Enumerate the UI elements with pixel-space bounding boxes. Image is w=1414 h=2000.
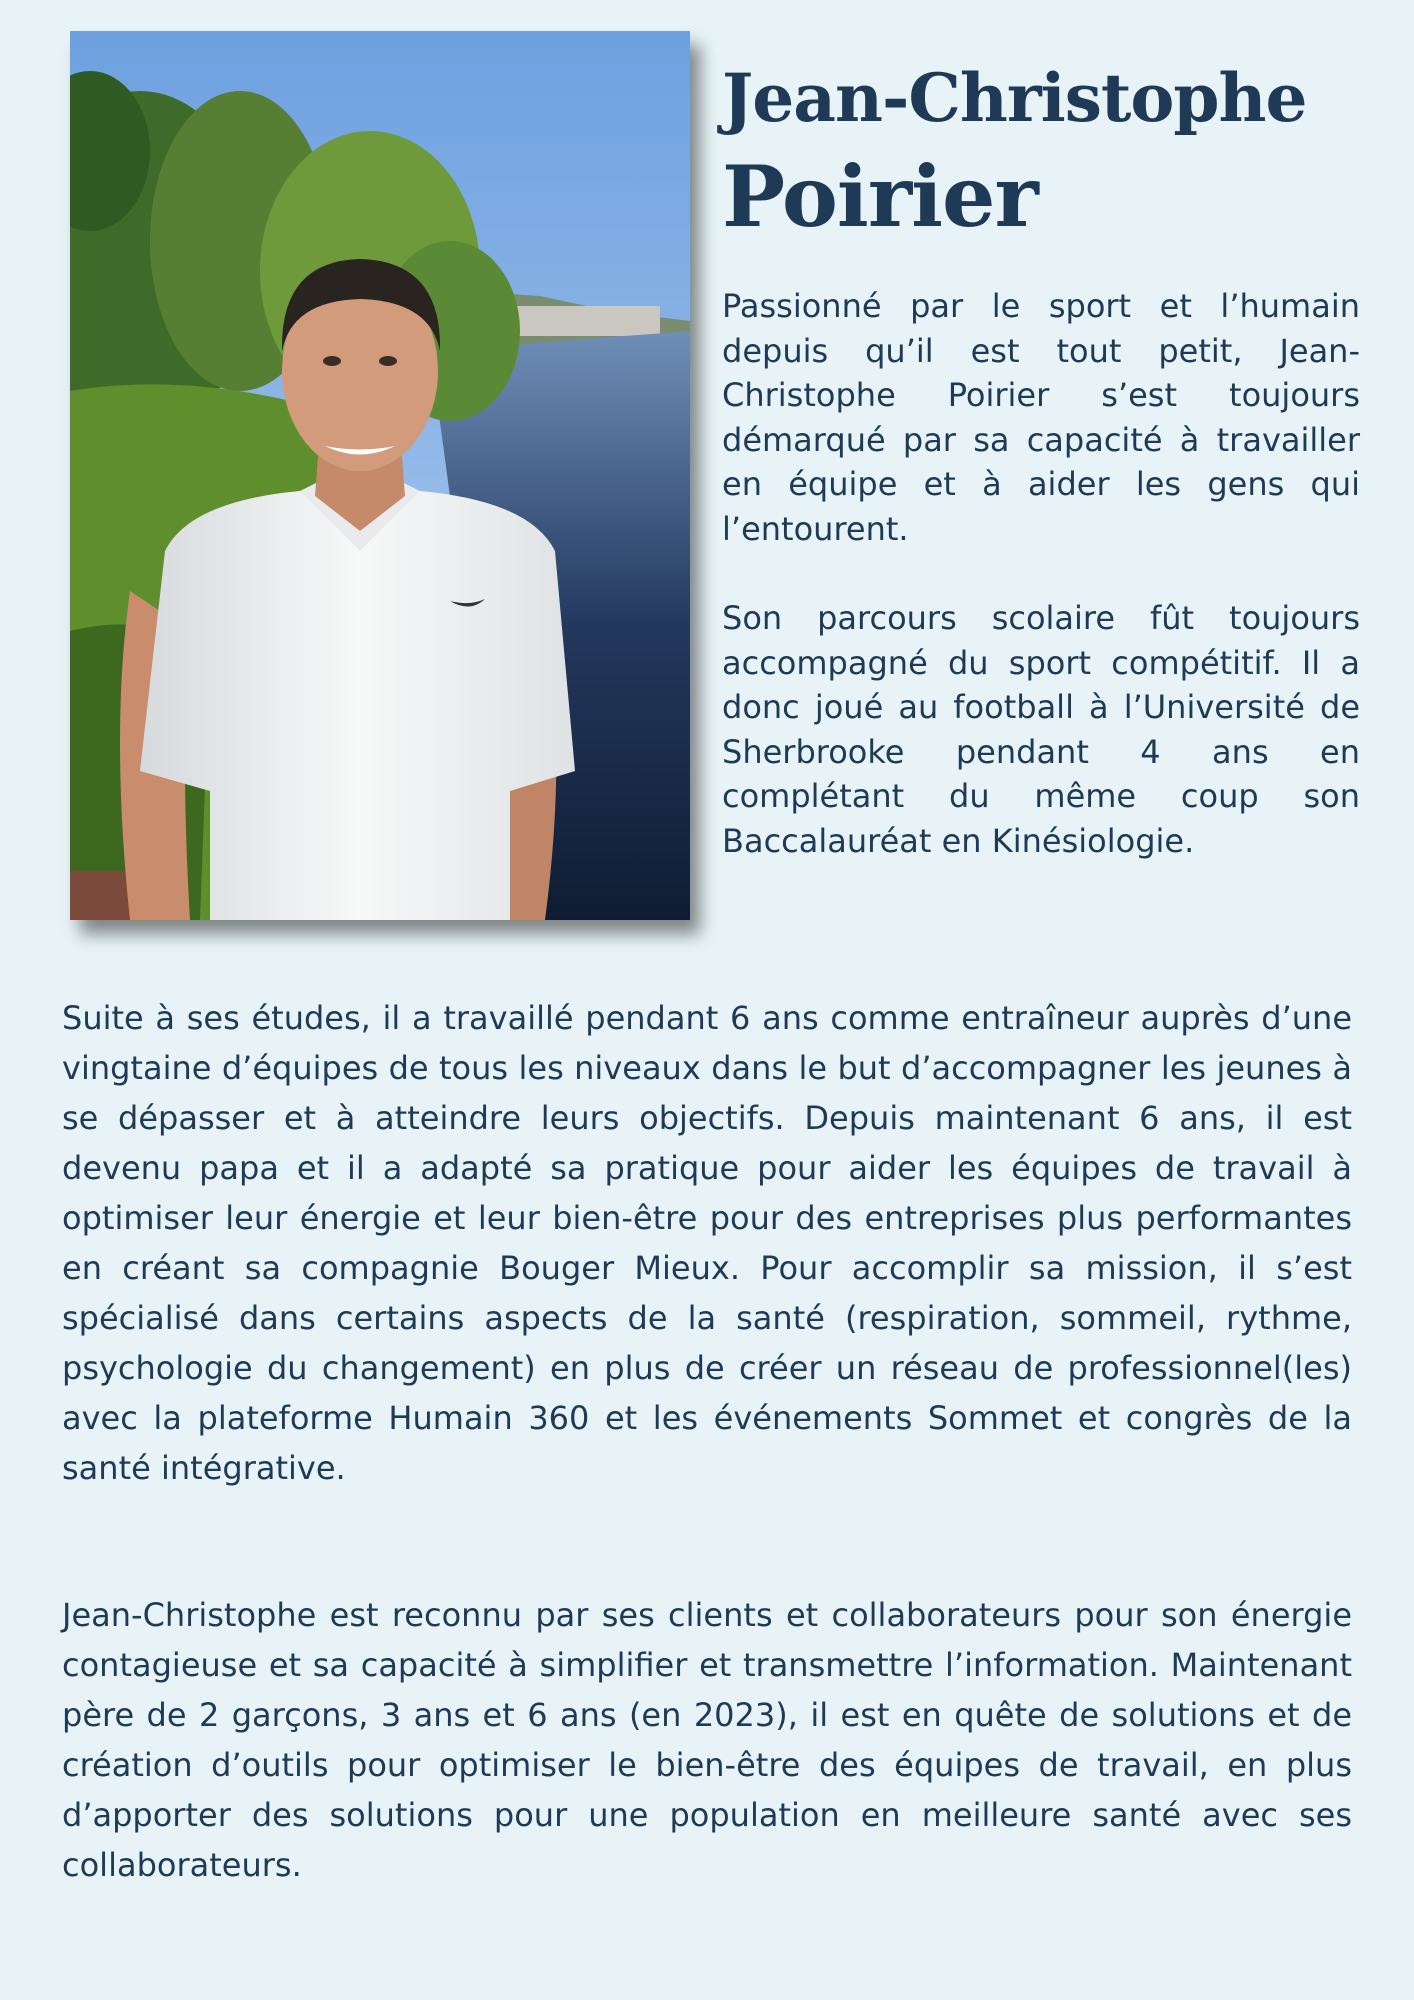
bio-paragraph-1: Passionné par le sport et l’humain depuis qu’il est tout petit, Jean-Christophe Poirier s’est toujours démarqué par sa capacité à travailler en équipe et à aider les gens qui l’entourent. bbox=[722, 287, 1360, 548]
portrait-photo bbox=[70, 31, 690, 920]
bio-paragraph-4: Jean-Christophe est reconnu par ses clients et collaborateurs pour son énergie contagieuse et sa capacité à simplifier et transmettre l’information. Maintenant père de 2 garçons, 3 ans et 6 ans (en 2023), il est en quête de solutions et de création d’outils pour optimiser le bien-être des équipes de travail, en plus d’apporter des solutions pour une population en meilleure santé avec ses collaborateurs. bbox=[62, 1596, 1352, 1884]
person-name bbox=[722, 52, 1362, 250]
bio-paragraph-2: Son parcours scolaire fût toujours accompagné du sport compétitif. Il a donc joué au football à l’Université de Sherbrooke pendant 4 ans en complétant du même coup son Baccalauréat en Kinésiologie. bbox=[722, 599, 1360, 860]
last-name: Poirier bbox=[722, 147, 1038, 246]
first-name: Jean-Christophe bbox=[722, 59, 1307, 137]
bio-paragraph-3: Suite à ses études, il a travaillé pendant 6 ans comme entraîneur auprès d’une vingtaine d’équipes de tous les niveaux dans le but d’accompagner les jeunes à se dépasser et à atteindre leurs objectifs. Depuis maintenant 6 ans, il est devenu papa et il a adapté sa pratique pour aider les équipes de travail à optimiser leur énergie et leur bien-être pour des entreprises plus performantes en créant sa compagnie Bouger Mieux. Pour accomplir sa mission, il s’est spécialisé dans certains aspects de la santé (respiration, sommeil, rythme, psychologie du changement) en plus de créer un réseau de professionnel(les) avec la plateforme Humain 360 et les événements Sommet et congrès de la santé intégrative. bbox=[62, 999, 1352, 1487]
